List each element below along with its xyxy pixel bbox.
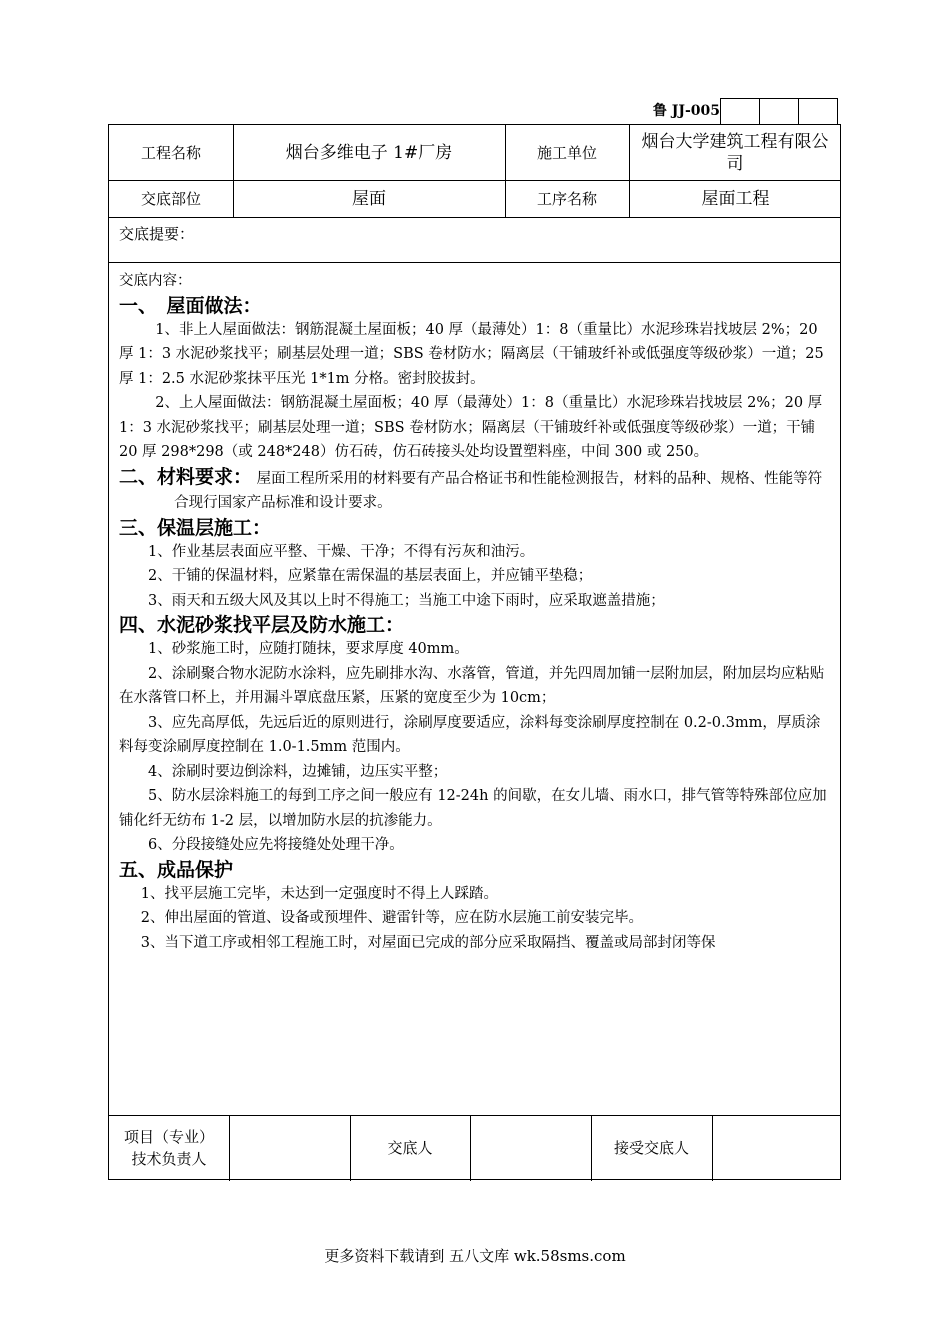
list-item: 2、干铺的保温材料，应紧靠在需保温的基层表面上，并应铺平垫稳；: [148, 568, 593, 584]
paragraph: 1、非上人屋面做法：钢筋混凝土屋面板；40 厚（最薄处）1：8（重量比）水泥珍珠岩找坡层 2%；20 厚 1：3 水泥砂浆找平；刷基层处理一道；SBS 卷材防水；隔离层（干铺玻纤补或低强度等级砂浆）一道；25 厚 1：2.5 水泥砂浆抹平压光 1*1m 分格。密封胶拔封。: [119, 321, 824, 387]
contractor-value: 烟台大学建筑工程有限公司: [641, 131, 829, 174]
list-item: 2、伸出屋面的管道、设备或预埋件、避雷针等，应在防水层施工前安装完毕。: [140, 910, 643, 926]
section-materials: [119, 465, 830, 516]
process-value: 屋面工程: [701, 188, 770, 209]
list-item: 5、防水层涂料施工的每到工序之间一般应有 12-24h 的间歇，在女儿墙、雨水口，排气管等特殊部位应加铺化纤无纺布 1-2 层，以增加防水层的抗渗能力。: [119, 788, 827, 829]
section-title: 四、水泥砂浆找平层及防水施工：: [119, 614, 405, 636]
footer-link[interactable]: 更多资料下载请到 五八文库 wk.58sms.com: [324, 1247, 626, 1265]
project-name-label: 工程名称: [140, 143, 201, 162]
process-label: 工序名称: [536, 189, 597, 208]
content-label: 交底内容：: [119, 273, 192, 289]
list-item: 3、应先高厚低，先远后近的原则进行，涂刷厚度要适应，涂料每变涂刷厚度控制在 0.2-0.3mm，厚质涂料每变涂刷厚度控制在 1.0-1.5mm 范围内。: [119, 714, 821, 755]
code-box: [799, 98, 838, 125]
project-name-value: 烟台多维电子 1#厂房: [285, 142, 453, 163]
col-divider: [229, 1115, 230, 1181]
discloser-label: 交底人: [387, 1139, 433, 1157]
form-code-row: [640, 98, 838, 124]
location-value: 屋面: [352, 188, 386, 209]
col-divider: [712, 1115, 713, 1181]
tech-lead-label: 项目（专业）技术负责人: [123, 1128, 214, 1168]
code-box: [760, 98, 799, 125]
list-item: 6、分段接缝处应先将接缝处处理干净。: [148, 837, 404, 853]
disclosure-form: [108, 124, 841, 1180]
contractor-label: 施工单位: [536, 143, 597, 162]
summary-label: 交底提要：: [119, 225, 195, 243]
list-item: 3、当下道工序或相邻工程施工时，对屋面已完成的部分应采取隔挡、覆盖或局部封闭等保: [140, 934, 716, 951]
list-item: 1、作业基层表面应平整、干燥、干净；不得有污灰和油污。: [148, 543, 535, 560]
list-item: 1、找平层施工完毕，未达到一定强度时不得上人踩踏。: [140, 885, 498, 902]
section-title: 二、材料要求：: [119, 465, 253, 488]
section-title: 五、成品保护: [119, 858, 234, 881]
code-box: [720, 98, 760, 125]
location-label: 交底部位: [140, 189, 201, 208]
row-divider: [109, 217, 840, 218]
paragraph: 2、上人屋面做法：钢筋混凝土屋面板；40 厚（最薄处）1：8（重量比）水泥珍珠岩找坡层 2%；20 厚 1：3 水泥砂浆找平；刷基层处理一道；SBS 卷材防水；隔离层（干铺玻纤补或低强度等级砂浆）一道；干铺 20 厚 298*298（或 248*248）仿石砖，仿石砖接头处均设置塑料座，中间 300 或 250。: [119, 395, 823, 460]
list-item: 3、雨天和五级大风及其以上时不得施工；当施工中途下雨时，应采取遮盖措施；: [148, 592, 665, 609]
section-title: 三、保温层施工：: [119, 516, 272, 539]
receiver-label: 接受交底人: [613, 1139, 689, 1157]
section-title: 一、 屋面做法：: [119, 294, 262, 317]
row-divider: [109, 262, 840, 263]
disclosure-content: [119, 269, 830, 955]
paragraph: 屋面工程所采用的材料要有产品合格证书和性能检测报告，材料的品种、规格、性能等符合现行国家产品标准和设计要求。: [174, 470, 823, 511]
list-item: 2、涂刷聚合物水泥防水涂料，应先刷排水沟、水落管，管道，并先四周加铺一层附加层，附加层均应粘贴在水落管口杯上，并用漏斗罩底盘压紧，压紧的宽度至少为 10cm；: [119, 665, 825, 706]
list-item: 4、涂刷时要边倒涂料，边摊铺，边压实平整；: [148, 763, 448, 780]
form-code: 鲁 JJ-005: [652, 103, 720, 119]
col-divider: [470, 1115, 471, 1181]
list-item: 1、砂浆施工时，应随打随抹，要求厚度 40mm。: [148, 641, 469, 657]
